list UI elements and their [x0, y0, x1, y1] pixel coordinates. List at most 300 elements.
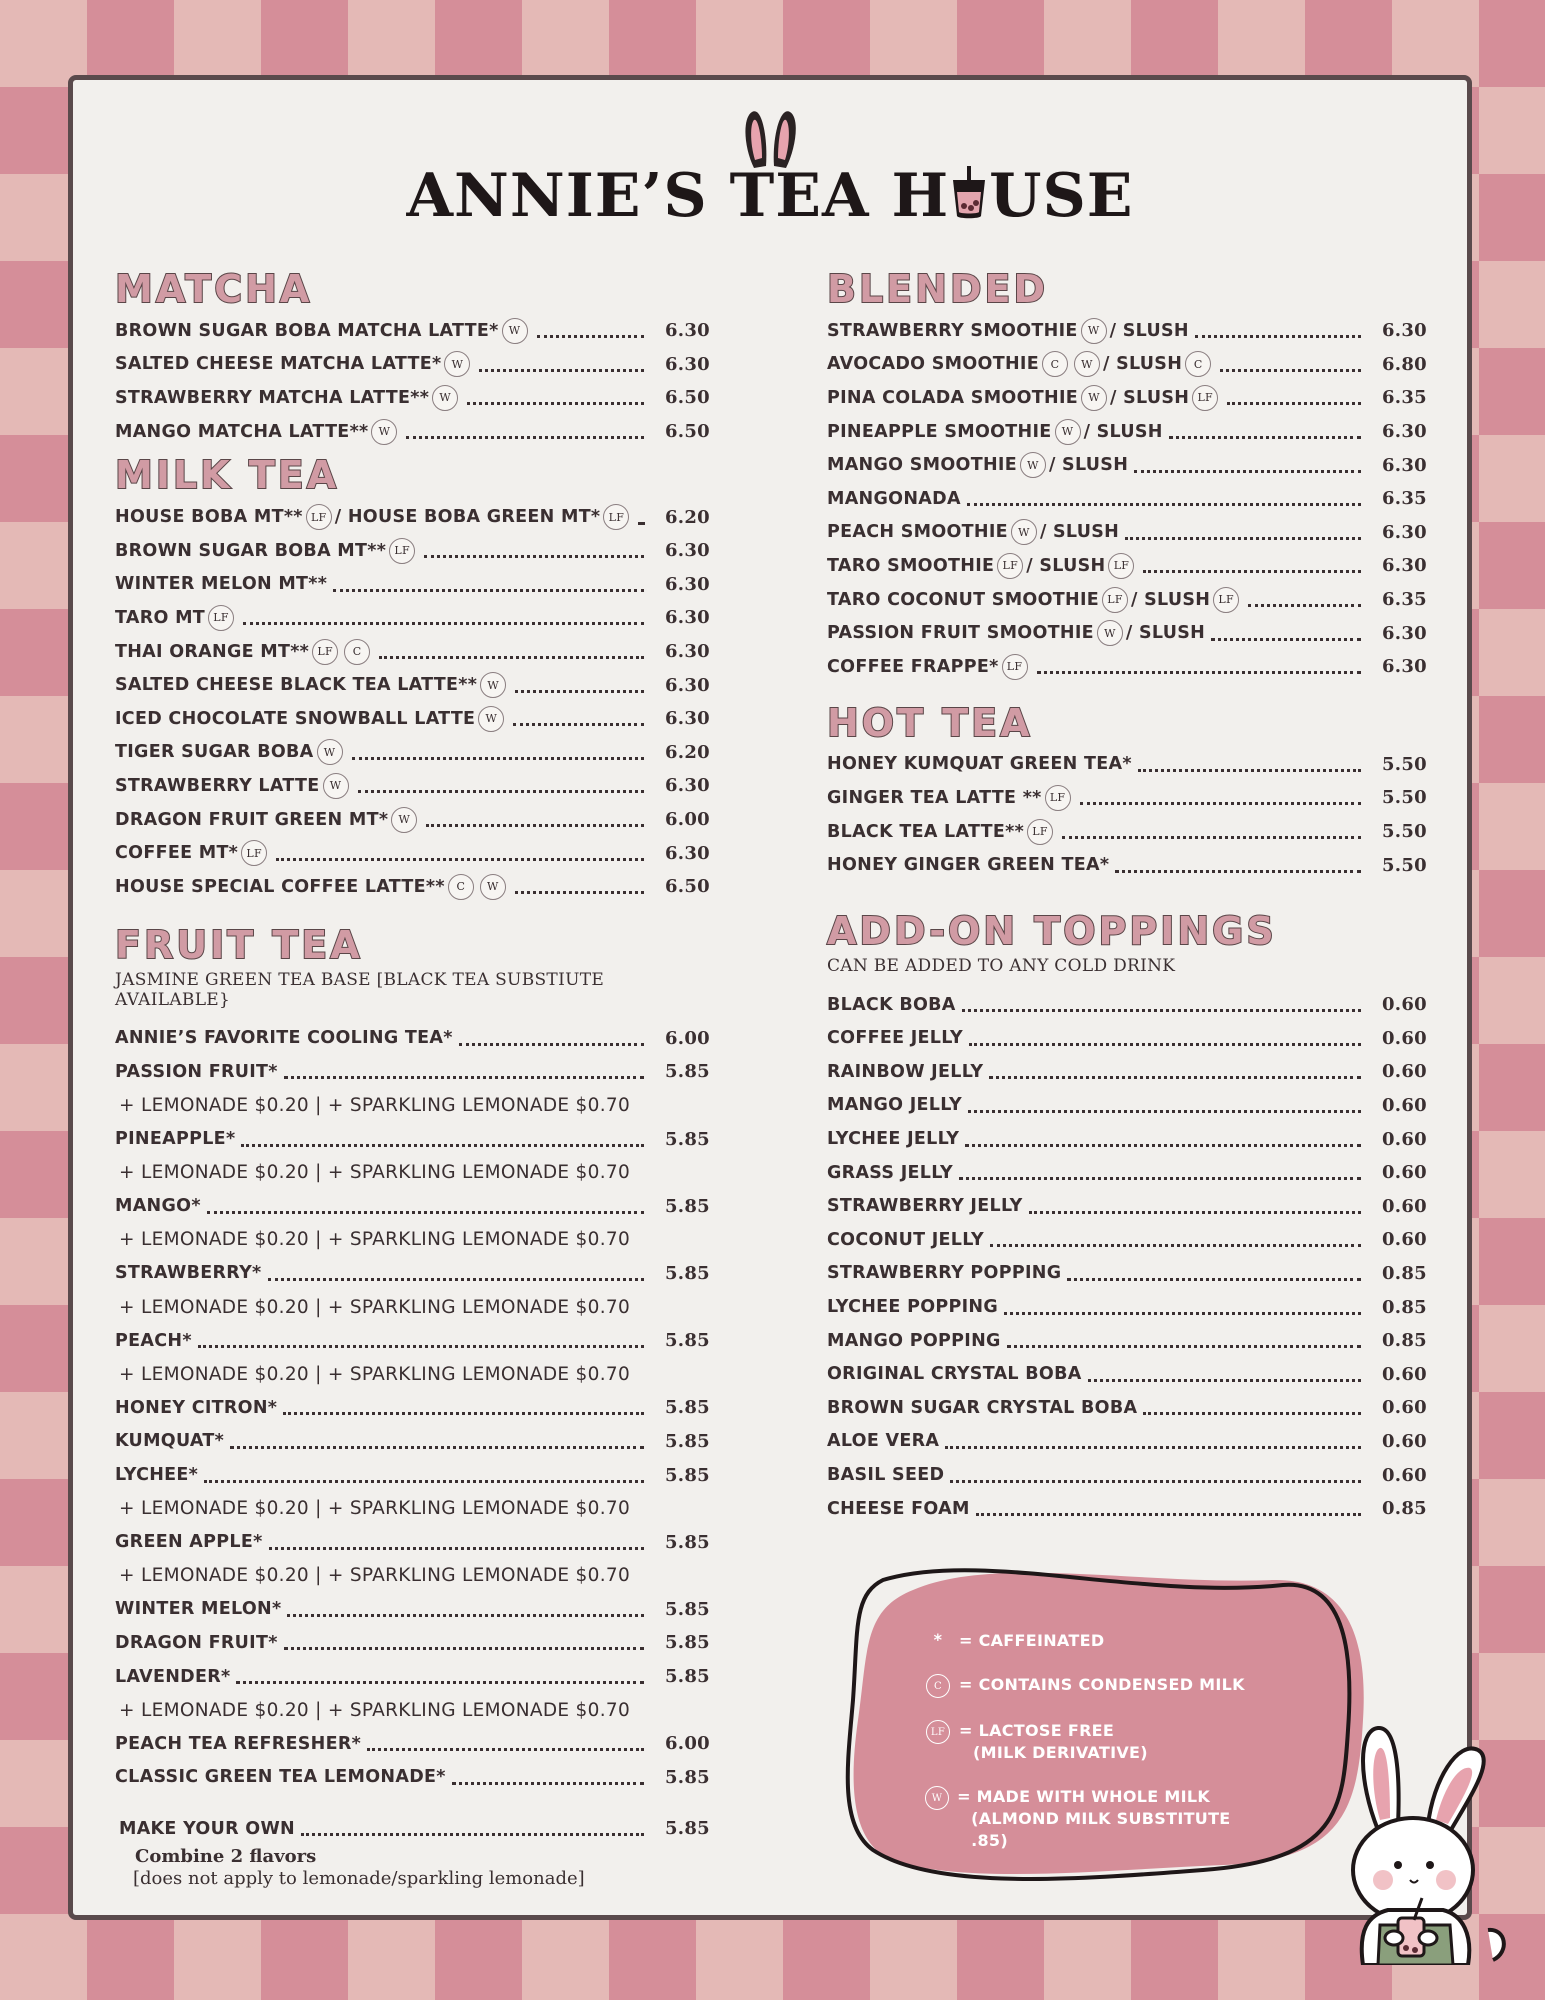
- section-title-toppings: ADD-ON TOPPINGS: [827, 908, 1277, 953]
- menu-item-annie-s-favorite-cooling-tea: [115, 1022, 710, 1056]
- item-price: 6.20: [664, 506, 710, 528]
- dot-leader: [945, 1446, 1361, 1449]
- item-price: 5.85: [664, 1464, 710, 1486]
- item-name: [115, 773, 352, 799]
- item-name: [115, 504, 632, 530]
- dot-leader: [1138, 769, 1361, 772]
- item-name-text: STRAWBERRY LATTE: [115, 775, 320, 796]
- item-name: [827, 1230, 984, 1250]
- badge-lf-icon: LF: [241, 840, 267, 866]
- menu-item-house-boba-mt: [115, 500, 710, 534]
- legend-text: [959, 1674, 1245, 1696]
- item-name: [827, 1364, 1082, 1384]
- menu-item-dragon-fruit: [115, 1626, 710, 1660]
- menu-item-thai-orange-mt: [115, 635, 710, 669]
- dot-leader: [1004, 1312, 1361, 1315]
- dot-leader: [333, 589, 644, 592]
- dot-leader: [1125, 537, 1361, 540]
- item-price: 5.85: [664, 1598, 710, 1620]
- item-price: 5.50: [1381, 854, 1427, 876]
- item-name: [827, 785, 1074, 811]
- lemonade-option: + LEMONADE $0.20 | + SPARKLING LEMONADE $0.70: [119, 1162, 631, 1184]
- legend-symbol: [923, 1630, 953, 1649]
- item-name: [827, 419, 1163, 445]
- item-price: 6.30: [1381, 555, 1427, 577]
- menu-item-green-apple: [115, 1525, 710, 1559]
- item-name-text: TARO MT: [115, 607, 206, 628]
- item-name: [827, 1062, 983, 1082]
- menu-item-pineapple-smoothie: [827, 415, 1427, 449]
- menu-item-lychee-popping: [827, 1290, 1427, 1324]
- badge-lf-icon: LF: [1002, 654, 1028, 680]
- menu-item-strawberry-jelly: [827, 1189, 1427, 1223]
- lemonade-option: + LEMONADE $0.20 | + SPARKLING LEMONADE $0.70: [119, 1699, 631, 1721]
- section-title-blended: BLENDED: [827, 267, 1048, 311]
- dot-leader: [243, 622, 644, 625]
- legend-symbol: [923, 1720, 953, 1744]
- item-name-text: KUMQUAT*: [115, 1431, 225, 1452]
- item-name: [115, 419, 400, 445]
- badge-w-icon: W: [478, 706, 504, 732]
- section-title-matcha: MATCHA: [115, 267, 313, 311]
- item-name-text: DRAGON FRUIT*: [115, 1632, 278, 1653]
- item-name: [115, 538, 418, 564]
- menu-item-strawberry: [115, 1257, 710, 1291]
- item-name-text: COFFEE MT*: [115, 843, 239, 864]
- item-price: 6.35: [1381, 488, 1427, 510]
- item-name-text: TARO COCONUT SMOOTHIE: [827, 589, 1100, 610]
- legend-list: [923, 1630, 1253, 1874]
- item-name: [827, 754, 1132, 774]
- item-price: 0.60: [1381, 1162, 1427, 1184]
- page-title: ANNIE’S TEA H USE: [406, 161, 1134, 231]
- menu-item-passion-fruit-smoothie: [827, 616, 1427, 650]
- legend-item: [923, 1786, 1253, 1852]
- logo: [73, 108, 1467, 231]
- item-name: [115, 605, 237, 631]
- item-name: [115, 1196, 201, 1216]
- badge-w-icon: W: [323, 773, 349, 799]
- menu-item-basil-seed: [827, 1458, 1427, 1492]
- item-name-text: COFFEE FRAPPE*: [827, 656, 999, 677]
- item-name-alt-text: / SLUSH: [1110, 387, 1190, 408]
- item-name-text: MANGO POPPING: [827, 1330, 1001, 1351]
- item-name-text: LYCHEE JELLY: [827, 1129, 960, 1150]
- item-name: [827, 654, 1031, 680]
- menu-item-iced-chocolate-snowball-latte: [115, 702, 710, 736]
- item-name-alt-text: / SLUSH: [1039, 522, 1120, 543]
- item-name-text: PINA COLADA SMOOTHIE: [827, 387, 1079, 408]
- badge-lf-icon: LF: [1213, 587, 1239, 613]
- item-price: 0.85: [1381, 1296, 1427, 1318]
- item-name-text: RAINBOW JELLY: [827, 1061, 984, 1082]
- item-price: 5.85: [664, 1766, 710, 1788]
- item-name: [827, 318, 1189, 344]
- menu-item-brown-sugar-boba-mt: [115, 534, 710, 568]
- item-name: [115, 1532, 263, 1552]
- badge-w-icon: W: [1081, 385, 1107, 411]
- item-name-alt-text: / SLUSH: [1102, 354, 1183, 375]
- item-name: [115, 1129, 235, 1149]
- dot-leader: [269, 1547, 644, 1550]
- item-name-alt-text: / SLUSH: [1048, 455, 1129, 476]
- item-price: 6.30: [1381, 656, 1427, 678]
- item-name: [827, 1297, 998, 1317]
- menu-item-mango-smoothie: [827, 448, 1427, 482]
- menu-item-tiger-sugar-boba: [115, 736, 710, 770]
- item-name: [827, 995, 956, 1015]
- item-name: [827, 620, 1205, 646]
- item-name: [115, 1062, 278, 1082]
- item-name-text: COFFEE JELLY: [827, 1028, 963, 1049]
- item-name-text: CHEESE FOAM: [827, 1498, 970, 1519]
- item-name: [115, 1028, 453, 1048]
- make-your-own-note: [does not apply to lemonade/sparkling lemonade]: [133, 1867, 585, 1889]
- badge-c-icon: C: [1185, 351, 1211, 377]
- item-price: 0.85: [1381, 1330, 1427, 1352]
- item-price: 0.60: [1381, 1195, 1427, 1217]
- dot-leader: [358, 790, 645, 793]
- item-name-text: BLACK TEA LATTE**: [827, 821, 1025, 842]
- item-name-text: COCONUT JELLY: [827, 1229, 984, 1250]
- dot-leader: [1143, 570, 1361, 573]
- item-name: [115, 1431, 224, 1451]
- dot-leader: [976, 1513, 1361, 1516]
- badge-w-icon: W: [925, 1786, 949, 1810]
- badge-w-icon: W: [371, 419, 397, 445]
- item-name-text: PINEAPPLE SMOOTHIE: [827, 421, 1052, 442]
- toppings-list: [827, 988, 1427, 1526]
- dot-leader: [230, 1446, 644, 1449]
- legend-text: [957, 1786, 1253, 1852]
- item-price: 5.85: [664, 1632, 710, 1654]
- item-name-text: CLASSIC GREEN TEA LEMONADE*: [115, 1767, 446, 1788]
- item-name: [115, 1767, 446, 1787]
- item-name-text: PEACH*: [115, 1330, 192, 1351]
- item-name-text: PASSION FRUIT SMOOTHIE: [827, 623, 1094, 644]
- item-name-text: HOUSE BOBA MT**: [115, 507, 303, 528]
- item-name-text: TIGER SUGAR BOBA: [115, 742, 314, 763]
- legend-text-line-2: (MILK DERIVATIVE): [973, 1743, 1148, 1762]
- badge-lf-icon: LF: [1102, 587, 1128, 613]
- item-price: 6.30: [1381, 421, 1427, 443]
- item-name: [827, 489, 961, 509]
- dot-leader: [1037, 671, 1361, 674]
- item-name: [115, 1331, 192, 1351]
- item-price: 5.85: [664, 1818, 710, 1840]
- menu-item-black-tea-latte: [827, 815, 1427, 849]
- dot-leader: [950, 1480, 1361, 1483]
- item-name: [827, 1129, 959, 1149]
- item-price: 6.00: [664, 1027, 710, 1049]
- blended-list: [827, 314, 1427, 684]
- badge-w-icon: W: [1011, 519, 1037, 545]
- badge-w-icon: W: [432, 385, 458, 411]
- item-name: [827, 1028, 963, 1048]
- menu-item-coffee-jelly: [827, 1022, 1427, 1056]
- item-name: [115, 318, 531, 344]
- section-title-hot-tea: HOT TEA: [827, 700, 1033, 745]
- item-name-text: ICED CHOCOLATE SNOWBALL LATTE: [115, 708, 476, 729]
- item-price: 0.60: [1381, 1363, 1427, 1385]
- badge-lf-icon: LF: [1027, 819, 1053, 845]
- item-name-text: HONEY KUMQUAT GREEN TEA*: [827, 754, 1132, 775]
- item-name: [827, 1499, 970, 1519]
- item-name: [827, 1163, 953, 1183]
- item-price: 6.30: [664, 641, 710, 663]
- menu-card: [68, 75, 1472, 1920]
- item-name-text: THAI ORANGE MT**: [115, 641, 310, 662]
- legend-box: [843, 1560, 1383, 1895]
- item-price: 5.85: [664, 1262, 710, 1284]
- badge-w-icon: W: [391, 807, 417, 833]
- menu-item-coffee-frappe: [827, 650, 1427, 684]
- item-name-text: SALTED CHEESE BLACK TEA LATTE**: [115, 675, 478, 696]
- dot-leader: [241, 1144, 644, 1147]
- item-price: 6.00: [664, 809, 710, 831]
- item-name: [115, 574, 327, 594]
- item-name: [827, 1196, 1023, 1216]
- dot-leader: [379, 656, 644, 659]
- dot-leader: [1088, 1379, 1361, 1382]
- item-name: [115, 1398, 277, 1418]
- item-name: [115, 807, 420, 833]
- menu-item-classic-green-tea-lemonade: [115, 1761, 710, 1795]
- dot-leader: [268, 1278, 645, 1281]
- item-price: 0.60: [1381, 994, 1427, 1016]
- item-name-text: PASSION FRUIT*: [115, 1061, 278, 1082]
- item-price: 6.20: [664, 741, 710, 763]
- menu-item-make-your-own: [115, 1812, 710, 1846]
- menu-item-original-crystal-boba: [827, 1357, 1427, 1391]
- item-price: 6.30: [664, 607, 710, 629]
- boba-cup-icon: [949, 166, 989, 220]
- dot-leader: [1248, 604, 1361, 607]
- item-name: [115, 739, 346, 765]
- section-title-milk-tea: MILK TEA: [115, 453, 340, 498]
- dot-leader: [467, 402, 644, 405]
- item-price: 6.30: [664, 775, 710, 797]
- dot-leader: [1220, 369, 1361, 372]
- item-name: [115, 706, 507, 732]
- legend-item: [923, 1720, 1253, 1764]
- badge-lf-icon: LF: [306, 504, 332, 530]
- menu-item-salted-cheese-black-tea-latte: [115, 668, 710, 702]
- menu-item-strawberry-popping: [827, 1257, 1427, 1291]
- make-your-own-desc: Combine 2 flavors: [135, 1845, 317, 1867]
- menu-item-brown-sugar-crystal-boba: [827, 1391, 1427, 1425]
- lemonade-option: + LEMONADE $0.20 | + SPARKLING LEMONADE $0.70: [119, 1498, 631, 1520]
- item-name-text: STRAWBERRY MATCHA LATTE**: [115, 387, 430, 408]
- dot-leader: [459, 1043, 644, 1046]
- item-price: 5.85: [664, 1330, 710, 1352]
- item-name-text: DRAGON FRUIT GREEN MT*: [115, 809, 389, 830]
- legend-symbol: [923, 1674, 953, 1698]
- item-name-text: STRAWBERRY*: [115, 1263, 262, 1284]
- item-name: [115, 840, 270, 866]
- item-price: 5.85: [664, 1531, 710, 1553]
- badge-c-icon: C: [448, 874, 474, 900]
- legend-text: [959, 1630, 1104, 1652]
- menu-item-taro-smoothie: [827, 549, 1427, 583]
- menu-item-mango-matcha-latte: [115, 415, 710, 449]
- menu-item-lavender: [115, 1660, 710, 1694]
- badge-lf-icon: LF: [312, 639, 338, 665]
- menu-item-rainbow-jelly: [827, 1055, 1427, 1089]
- badge-w-icon: W: [480, 874, 506, 900]
- item-name: [827, 587, 1242, 613]
- item-price: 6.50: [664, 387, 710, 409]
- legend-text-line: = LACTOSE FREE: [959, 1721, 1115, 1740]
- dot-leader: [968, 1110, 1361, 1113]
- item-name-alt-text: / SLUSH: [1083, 421, 1163, 442]
- menu-item-lychee-jelly: [827, 1122, 1427, 1156]
- dot-leader: [236, 1681, 644, 1684]
- menu-item-ginger-tea-latte: [827, 781, 1427, 815]
- lemonade-option: + LEMONADE $0.20 | + SPARKLING LEMONADE $0.70: [119, 1229, 631, 1251]
- badge-w-icon: W: [502, 318, 528, 344]
- item-name-text: WINTER MELON*: [115, 1599, 282, 1620]
- item-name-text: STRAWBERRY POPPING: [827, 1263, 1062, 1284]
- item-name-text: GREEN APPLE*: [115, 1532, 263, 1553]
- badge-lf-icon: LF: [997, 553, 1023, 579]
- dot-leader: [989, 1076, 1361, 1079]
- item-name: [115, 1263, 262, 1283]
- menu-item-brown-sugar-boba-matcha-latte: [115, 314, 710, 348]
- menu-item-taro-mt: [115, 601, 710, 635]
- hot-tea-list: [827, 748, 1427, 882]
- item-price: 6.30: [664, 842, 710, 864]
- item-price: 5.85: [664, 1128, 710, 1150]
- menu-item-honey-citron: [115, 1391, 710, 1425]
- badge-w-icon: W: [480, 672, 506, 698]
- menu-item-kumquat: [115, 1425, 710, 1459]
- dot-leader: [1227, 402, 1361, 405]
- item-price: 6.50: [664, 421, 710, 443]
- menu-item-pina-colada-smoothie: [827, 381, 1427, 415]
- item-name-text: BROWN SUGAR BOBA MATCHA LATTE*: [115, 320, 499, 341]
- section-title-fruit-tea: FRUIT TEA: [115, 922, 363, 967]
- item-name-text: MANGO*: [115, 1196, 201, 1217]
- badge-w-icon: W: [1055, 419, 1081, 445]
- milk-tea-list: [115, 500, 710, 903]
- dot-leader: [301, 1833, 644, 1836]
- item-name: [827, 855, 1109, 875]
- menu-item-pineapple: [115, 1122, 710, 1156]
- item-name-text: PEACH TEA REFRESHER*: [115, 1733, 362, 1754]
- lemonade-option: + LEMONADE $0.20 | + SPARKLING LEMONADE $0.70: [119, 1363, 631, 1385]
- item-name: [827, 519, 1119, 545]
- dot-leader: [1115, 870, 1361, 873]
- item-price: 0.60: [1381, 1027, 1427, 1049]
- dot-leader: [537, 335, 644, 338]
- item-name-text: TARO SMOOTHIE: [827, 555, 995, 576]
- item-price: 5.85: [664, 1430, 710, 1452]
- item-name-text: LAVENDER*: [115, 1666, 231, 1687]
- menu-item-mango: [115, 1189, 710, 1223]
- toppings-note: CAN BE ADDED TO ANY COLD DRINK: [827, 955, 1176, 976]
- badge-lf-icon: LF: [1192, 385, 1218, 411]
- item-price: 5.50: [1381, 821, 1427, 843]
- dot-leader: [515, 891, 644, 894]
- menu-item-mango-popping: [827, 1324, 1427, 1358]
- menu-item-house-special-coffee-latte: [115, 870, 710, 904]
- menu-item-black-boba: [827, 988, 1427, 1022]
- item-price: 0.85: [1381, 1498, 1427, 1520]
- item-name: [115, 1465, 198, 1485]
- item-name: [115, 1599, 281, 1619]
- legend-symbol: [923, 1786, 951, 1810]
- item-name: [827, 1263, 1061, 1283]
- item-price: 5.85: [664, 1195, 710, 1217]
- item-price: 5.85: [664, 1061, 710, 1083]
- item-name: [115, 874, 509, 900]
- legend-text-line-2: (ALMOND MILK SUBSTITUTE .85): [971, 1809, 1231, 1850]
- item-name-text: SALTED CHEESE MATCHA LATTE*: [115, 354, 442, 375]
- menu-item-coconut-jelly: [827, 1223, 1427, 1257]
- item-name: [827, 1465, 944, 1485]
- item-price: 6.30: [664, 674, 710, 696]
- dot-leader: [1067, 1278, 1361, 1281]
- badge-w-icon: W: [1074, 351, 1100, 377]
- badge-c-icon: C: [344, 639, 370, 665]
- badge-lf-icon: LF: [603, 504, 629, 530]
- badge-c-icon: C: [926, 1674, 950, 1698]
- menu-item-grass-jelly: [827, 1156, 1427, 1190]
- legend-item: [923, 1674, 1253, 1698]
- dot-leader: [284, 1647, 644, 1650]
- dot-leader: [638, 522, 644, 525]
- legend-text-line: = CONTAINS CONDENSED MILK: [959, 1675, 1245, 1694]
- badge-w-icon: W: [1081, 318, 1107, 344]
- item-name: [827, 1398, 1137, 1418]
- item-name-text: PEACH SMOOTHIE: [827, 522, 1008, 543]
- legend-text-line: = MADE WITH WHOLE MILK: [957, 1787, 1211, 1806]
- menu-item-mango-jelly: [827, 1089, 1427, 1123]
- item-name-alt-text: / SLUSH: [1125, 623, 1206, 644]
- item-price: 0.60: [1381, 1397, 1427, 1419]
- item-name-alt-text: / SLUSH: [1026, 555, 1106, 576]
- left-column: [115, 267, 710, 1890]
- badge-lf-icon: LF: [926, 1720, 950, 1744]
- badge-lf-icon: LF: [1045, 785, 1071, 811]
- item-name: [827, 385, 1221, 411]
- dot-leader: [1080, 802, 1361, 805]
- badge-w-icon: W: [317, 739, 343, 765]
- dot-leader: [452, 1782, 644, 1785]
- item-price: 0.85: [1381, 1262, 1427, 1284]
- item-price: 6.30: [664, 540, 710, 562]
- menu-item-passion-fruit: [115, 1055, 710, 1089]
- item-name: [115, 1734, 361, 1754]
- item-name-text: ORIGINAL CRYSTAL BOBA: [827, 1364, 1082, 1385]
- lemonade-option: + LEMONADE $0.20 | + SPARKLING LEMONADE $0.70: [119, 1296, 631, 1318]
- dot-leader: [1143, 1412, 1361, 1415]
- dot-leader: [479, 369, 644, 372]
- fruit-tea-note: JASMINE GREEN TEA BASE [BLACK TEA SUBSTIUTE AVAILABLE}: [115, 969, 605, 1010]
- dot-leader: [1169, 436, 1361, 439]
- menu-item-honey-ginger-green-tea: [827, 848, 1427, 882]
- item-name: [115, 1667, 230, 1687]
- item-price: 6.80: [1381, 353, 1427, 375]
- item-price: 0.60: [1381, 1229, 1427, 1251]
- dot-leader: [1007, 1345, 1361, 1348]
- item-name: [827, 553, 1137, 579]
- item-name-text: GRASS JELLY: [827, 1162, 953, 1183]
- dot-leader: [198, 1345, 644, 1348]
- item-name-text: BASIL SEED: [827, 1465, 945, 1486]
- item-name: [827, 351, 1214, 377]
